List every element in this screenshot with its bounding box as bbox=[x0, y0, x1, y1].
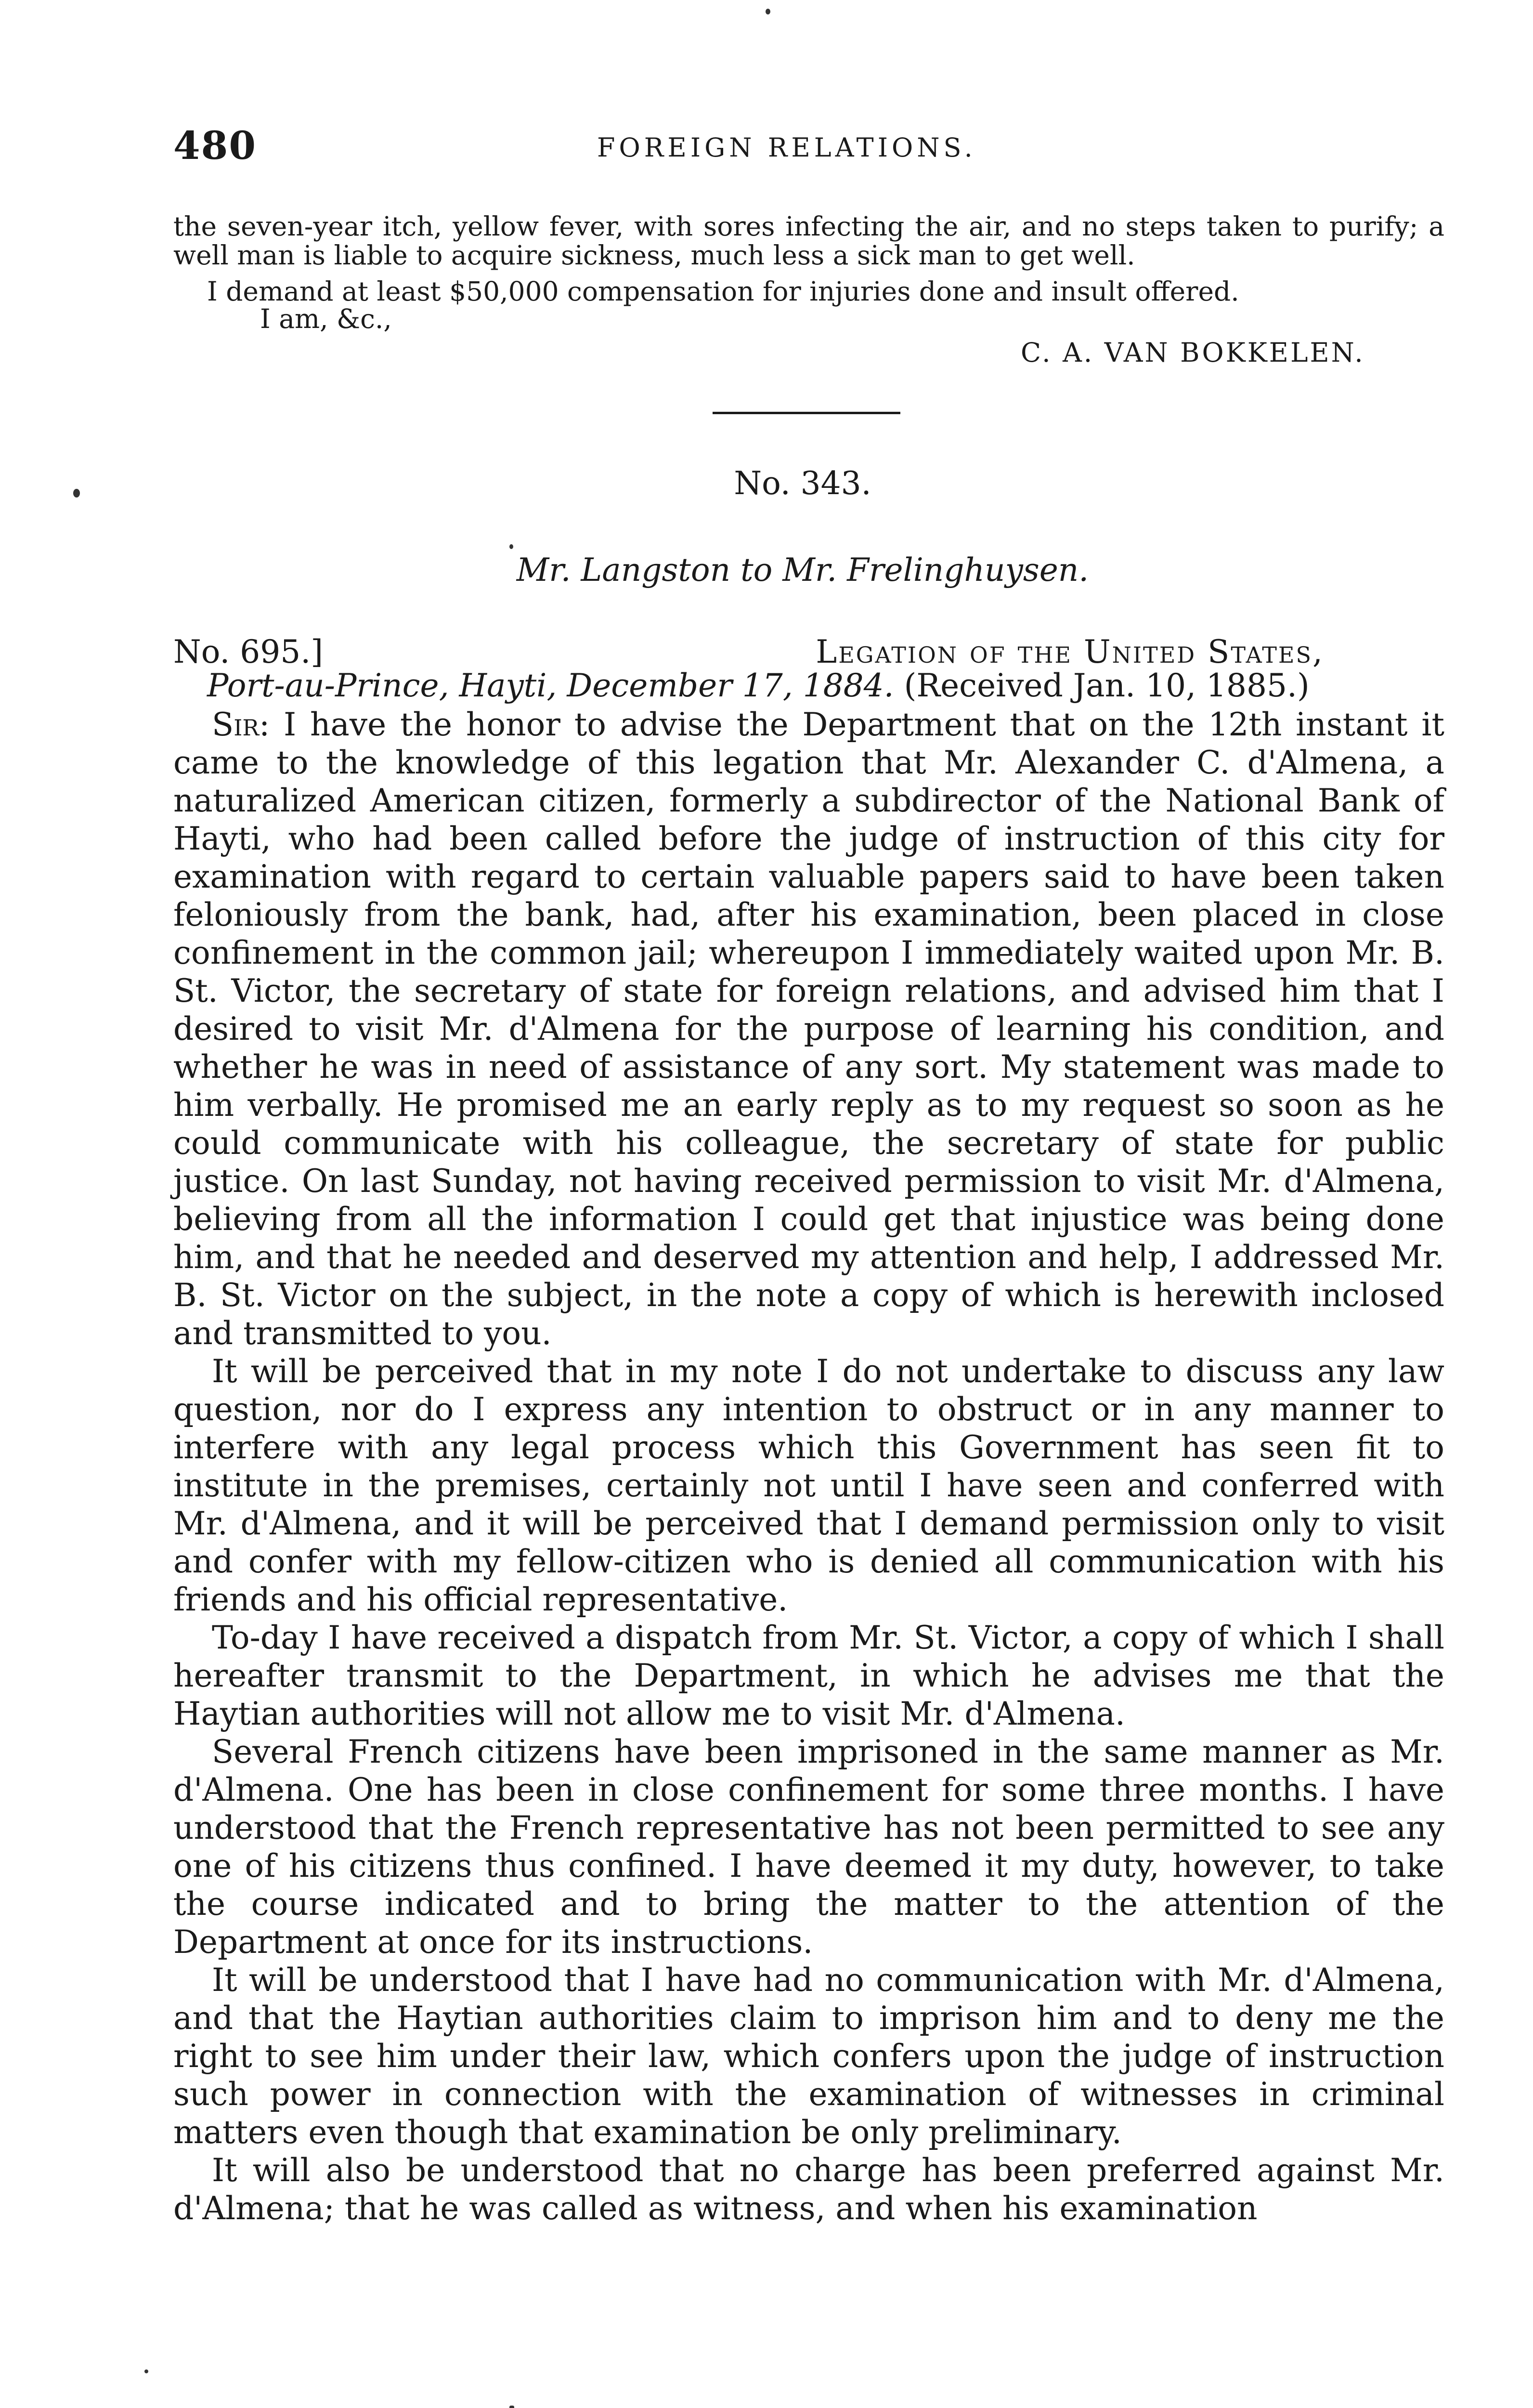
ink-speck bbox=[509, 2406, 514, 2408]
page-number: 480 bbox=[173, 123, 257, 168]
document-number: No. 343. bbox=[734, 465, 871, 502]
ink-speck bbox=[766, 9, 770, 14]
dispatch-number: No. 695.] bbox=[173, 633, 323, 670]
ink-speck bbox=[144, 2369, 148, 2373]
salutation: Sir: bbox=[212, 706, 270, 743]
legation-heading: Legation of the United States, bbox=[816, 633, 1324, 670]
place-and-date: Port-au-Prince, Hayti, December 17, 1884. bbox=[207, 667, 894, 704]
body-paragraph: It will be understood that I have had no communication with Mr. d'Almena, and that the Haytian authorities claim to imprison him and to deny me the right to see him under their law, which confers upon the judge of instruction such power in connection with the examination of witnesses in criminal matters even though that examination be only preliminary. bbox=[173, 1962, 1444, 2151]
running-head: FOREIGN RELATIONS. bbox=[597, 132, 976, 163]
body-paragraph: Several French citizens have been imprisoned in the same manner as Mr. d'Almena. One has been in close confinement for some three months. I have understood that the French representative has not been permitted to see any one of his citizens thus confined. I have deemed it my duty, however, to take the course indicated and to bring the matter to the attention of the Department at once for its instructions. bbox=[173, 1733, 1444, 1961]
dateline bbox=[207, 667, 1310, 704]
previous-letter-paragraph: the seven-year itch, yellow fever, with sores infecting the air, and no steps taken to purify; a well man is liable to acquire sickness, much less a sick man to get well. bbox=[173, 211, 1444, 271]
letter-closing: I am, &c., bbox=[260, 303, 392, 334]
ink-speck bbox=[509, 544, 513, 549]
received-date: (Received Jan. 10, 1885.) bbox=[904, 667, 1310, 704]
body-paragraph bbox=[173, 706, 1444, 1352]
letter-body bbox=[173, 706, 1444, 2227]
signature: C. A. VAN BOKKELEN. bbox=[1021, 337, 1365, 368]
section-divider bbox=[713, 412, 900, 414]
body-paragraph: It will be perceived that in my note I do not undertake to discuss any law question, nor do I express any intention to obstruct or in any manner to interfere with any legal process which this Government has seen fit to institute in the premises, certainly not until I have seen and conferred with Mr. d'Almena, and it will be perceived that I demand permission only to visit and confer with my fellow-citizen who is denied all communication with his friends and his official representative. bbox=[173, 1353, 1444, 1618]
document-title: Mr. Langston to Mr. Frelinghuysen. bbox=[516, 551, 1089, 589]
paragraph-text: I have the honor to advise the Department that on the 12th instant it came to the knowledge of this legation that Mr. Alexander C. d'Almena, a naturalized American citizen, formerly a subdirector of the National Bank of Hayti, who had been called before the judge of instruction of this city for examination with regard to certain valuable papers said to have been taken feloniously from the bank, had, after his examination, been placed in close confinement in the common jail; whereupon I immediately waited upon Mr. B. St. Victor, the secretary of state for foreign relations, and advised him that I desired to visit Mr. d'Almena for the purpose of learning his condition, and whether he was in need of assistance of any sort. My statement was made to him verbally. He promised me an early reply as to my request so soon as he could communicate with his colleague, the secretary of state for public justice. On last Sunday, not having received permission to visit Mr. d'Almena, believing from all the information I could get that injustice was being done him, and that he needed and deserved my attention and help, I addressed Mr. B. St. Victor on the subject, in the note a copy of which is herewith inclosed and transmitted to you. bbox=[173, 706, 1445, 1352]
body-paragraph: It will also be understood that no charge has been preferred against Mr. d'Almena; that he was called as witness, and when his examination bbox=[173, 2152, 1444, 2227]
compensation-demand: I demand at least $50,000 compensation for injuries done and insult offered. bbox=[207, 276, 1239, 307]
ink-speck bbox=[73, 489, 80, 497]
body-paragraph: To-day I have received a dispatch from Mr. St. Victor, a copy of which I shall hereafter transmit to the Department, in which he advises me that the Haytian authorities will not allow me to visit Mr. d'Almena. bbox=[173, 1619, 1444, 1732]
page-header bbox=[173, 123, 1444, 176]
dispatch-heading bbox=[173, 633, 1324, 672]
